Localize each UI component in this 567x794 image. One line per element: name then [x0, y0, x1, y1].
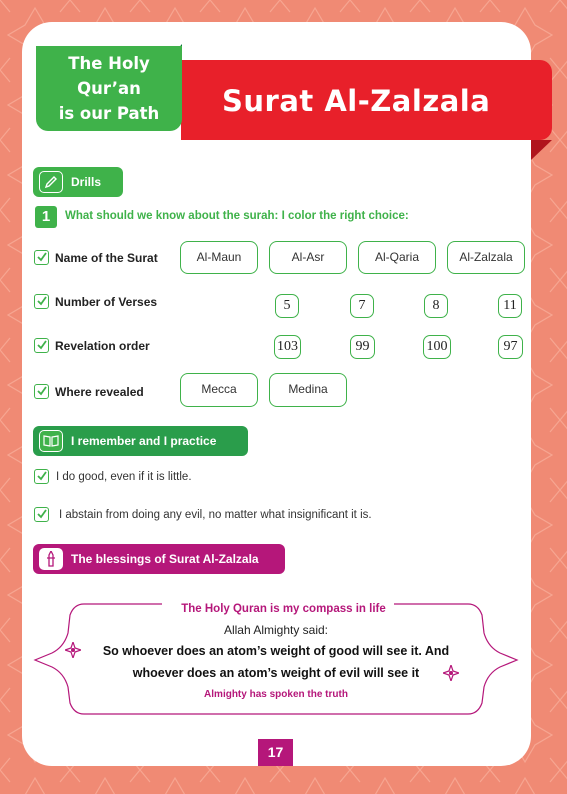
- choice-mecca[interactable]: Mecca: [180, 373, 258, 407]
- choice-100[interactable]: 100: [423, 335, 451, 359]
- practice-item-1: I do good, even if it is little.: [56, 471, 192, 483]
- row-label-order: Revelation order: [55, 339, 150, 353]
- drills-badge: [33, 167, 123, 197]
- row-checkbox[interactable]: [34, 294, 49, 309]
- drills-label: Drills: [71, 175, 102, 189]
- question-number: 1: [35, 206, 57, 228]
- subject-line-1: The Holy Qur’an: [68, 54, 150, 98]
- choice-al-zalzala[interactable]: Al-Zalzala: [447, 241, 525, 274]
- verse-line-2: whoever does an atom’s weight of evil will see it: [132, 666, 420, 680]
- row-checkbox[interactable]: [34, 338, 49, 353]
- row-label-name: Name of the Surat: [55, 251, 158, 265]
- subject-line-2: is our Path: [58, 104, 160, 123]
- choice-al-qaria[interactable]: Al-Qaria: [358, 241, 436, 274]
- verse-line-1: So whoever does an atom’s weight of good will see it. And: [102, 644, 450, 658]
- ribbon-fold: [531, 140, 552, 160]
- practice-label: I remember and I practice: [71, 434, 217, 448]
- practice-checkbox[interactable]: [34, 507, 49, 522]
- quote-frame-title: [0, 599, 567, 617]
- choice-8[interactable]: 8: [424, 294, 448, 318]
- choice-99[interactable]: 99: [350, 335, 375, 359]
- choice-medina[interactable]: Medina: [269, 373, 347, 407]
- book-icon: [39, 430, 63, 452]
- practice-badge: [33, 426, 248, 456]
- practice-item-2: I abstain from doing any evil, no matter what insignificant it is.: [59, 509, 372, 521]
- subject-tag: [36, 46, 182, 131]
- choice-al-maun[interactable]: Al-Maun: [180, 241, 258, 274]
- choice-11[interactable]: 11: [498, 294, 522, 318]
- ornament-icon: [443, 665, 459, 681]
- practice-checkbox[interactable]: [34, 469, 49, 484]
- page-title: Surat Al-Zalzala: [222, 84, 491, 118]
- pencil-icon: [39, 171, 63, 193]
- row-checkbox[interactable]: [34, 250, 49, 265]
- closing-phrase: Almighty has spoken the truth: [204, 689, 348, 700]
- blessings-label: The blessings of Surat Al-Zalzala: [71, 552, 259, 566]
- row-checkbox[interactable]: [34, 384, 49, 399]
- choice-al-asr[interactable]: Al-Asr: [269, 241, 347, 274]
- row-label-revealed: Where revealed: [55, 385, 144, 399]
- choice-5[interactable]: 5: [275, 294, 299, 318]
- minaret-icon: [39, 548, 63, 570]
- frame-title-text: The Holy Quran is my compass in life: [177, 603, 390, 615]
- page-number: 17: [258, 739, 293, 766]
- verse-intro: Allah Almighty said:: [223, 623, 329, 637]
- blessings-badge: [33, 544, 285, 574]
- question-text: What should we know about the surah: I color the right choice:: [65, 210, 409, 222]
- choice-97[interactable]: 97: [498, 335, 523, 359]
- choice-103[interactable]: 103: [274, 335, 301, 359]
- choice-7[interactable]: 7: [350, 294, 374, 318]
- row-label-verses: Number of Verses: [55, 295, 158, 309]
